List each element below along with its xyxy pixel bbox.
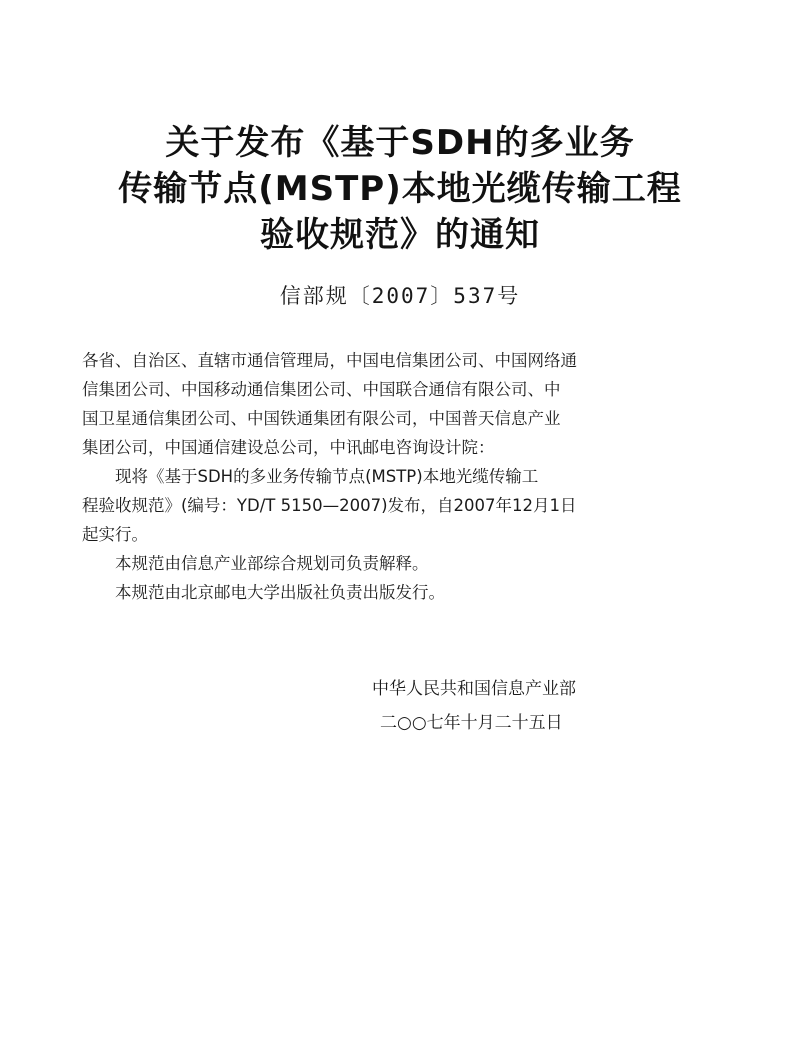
title-line-1: 关于发布《基于SDH的多业务	[165, 123, 635, 163]
document-number: 信部规〔2007〕537号	[279, 284, 521, 308]
document-body	[82, 346, 652, 607]
title-line-3: 验收规范》的通知	[260, 215, 540, 255]
address-line-1: 各省、自治区、直辖市通信管理局，中国电信集团公司、中国网络通	[82, 351, 577, 370]
address-line-2: 信集团公司、中国移动通信集团公司、中国联合通信有限公司、中	[82, 380, 561, 399]
address-line-4: 集团公司，中国通信建设总公司，中讯邮电咨询设计院：	[82, 438, 495, 457]
document-title	[80, 120, 720, 258]
address-line-3: 国卫星通信集团公司、中国铁通集团有限公司，中国普天信息产业	[82, 409, 561, 428]
notice-line-1: 现将《基于SDH的多业务传输节点(MSTP)本地光缆传输工	[115, 467, 539, 486]
signature-block	[372, 672, 576, 740]
issue-date: 二○○七年十月二十五日	[380, 713, 563, 733]
interpretation-paragraph: 本规范由信息产业部综合规划司负责解释。	[115, 554, 429, 573]
notice-line-2: 程验收规范》(编号：YD/T 5150—2007)发布，自2007年12月1日	[82, 496, 577, 515]
issuing-organization: 中华人民共和国信息产业部	[372, 679, 576, 699]
publication-paragraph: 本规范由北京邮电大学出版社负责出版发行。	[115, 583, 445, 602]
title-line-2: 传输节点(MSTP)本地光缆传输工程	[118, 169, 682, 209]
notice-line-3: 起实行。	[82, 525, 148, 544]
